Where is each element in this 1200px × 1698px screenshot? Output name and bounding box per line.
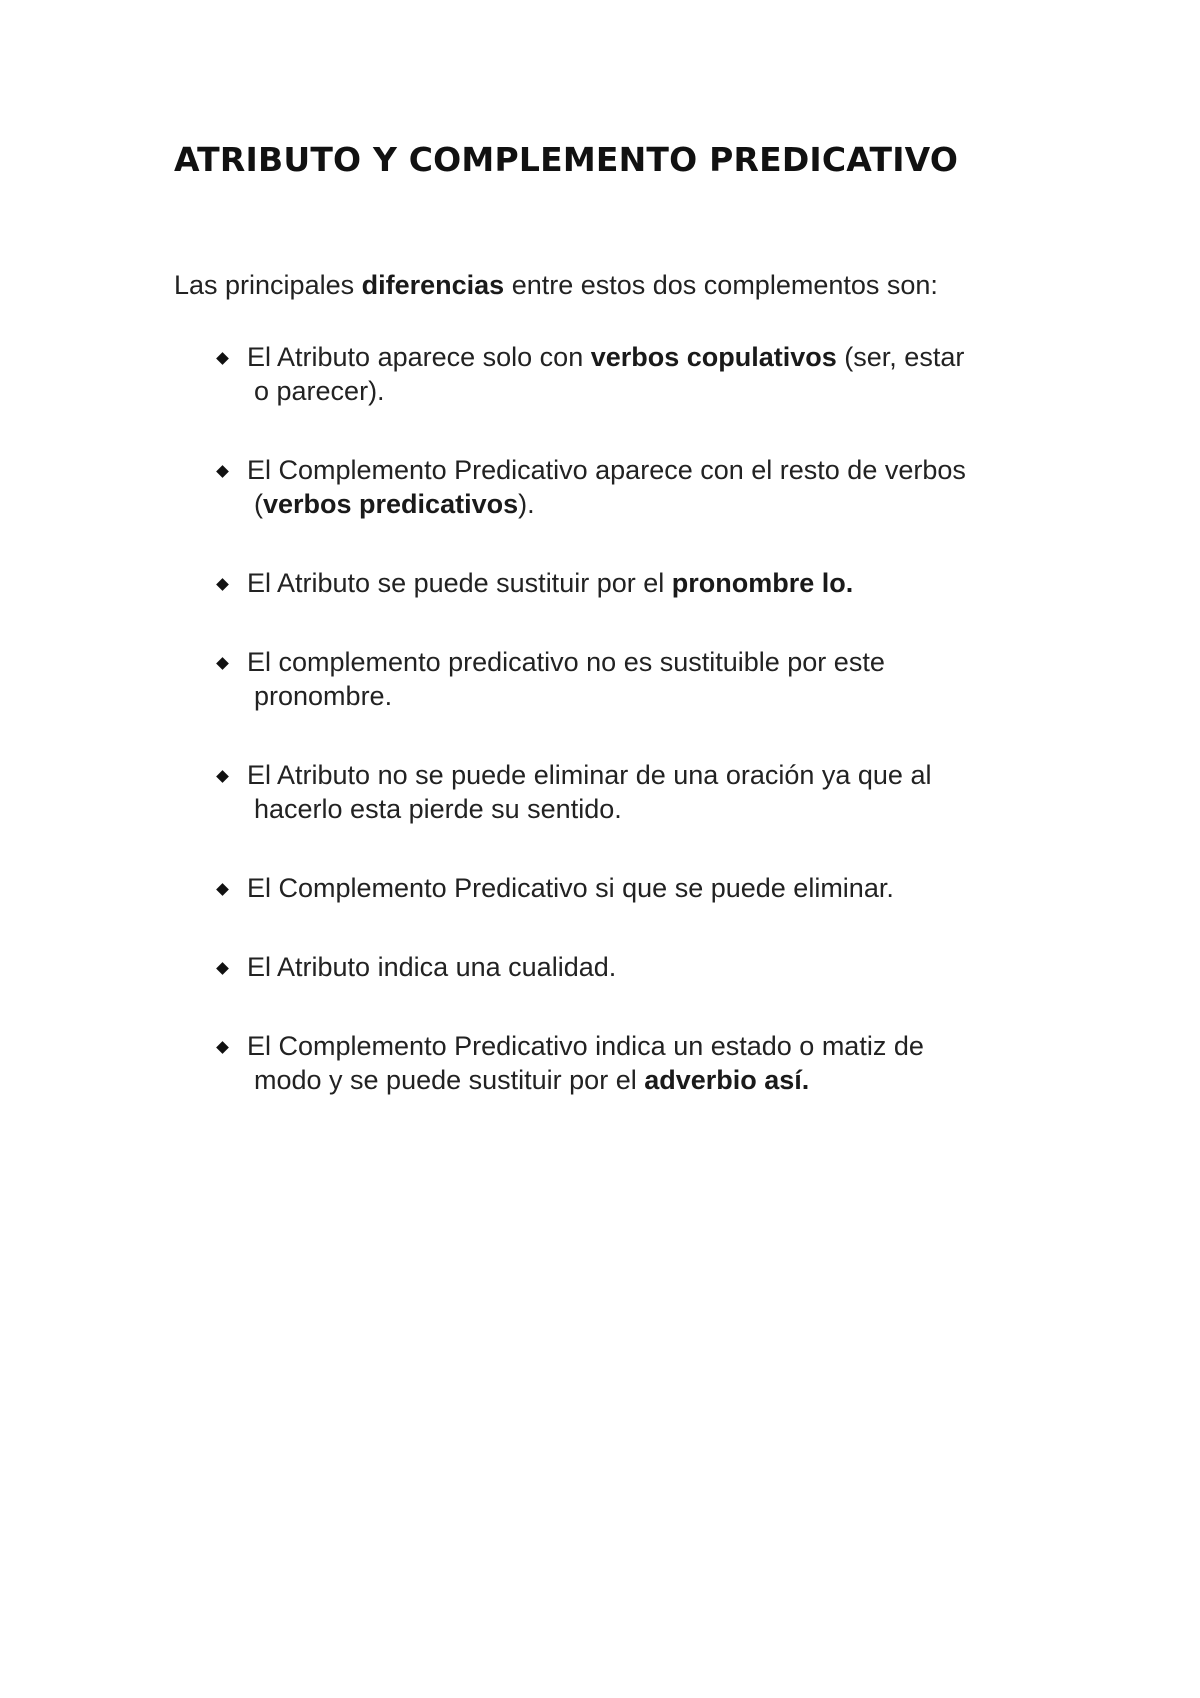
item-text-line2: hacerlo esta pierde su sentido. xyxy=(254,794,622,824)
item-bold-term: verbos copulativos xyxy=(590,342,837,372)
item-text-part: modo y se puede sustituir por el xyxy=(254,1065,645,1095)
list-item-text xyxy=(247,758,1047,826)
item-text-part: ( xyxy=(254,489,263,519)
item-text-part: ). xyxy=(518,489,535,519)
intro-text-end: entre estos dos complementos son: xyxy=(504,270,938,300)
item-text-part: El Complemento Predicativo indica un estado o matiz de xyxy=(247,1031,924,1061)
item-text-part: (ser, estar xyxy=(836,342,965,372)
list-item-text xyxy=(247,566,1047,600)
bullet-icon xyxy=(216,1041,229,1054)
bullet-icon xyxy=(216,962,229,975)
list-item-text xyxy=(247,340,1047,408)
list-item-text xyxy=(247,645,1047,713)
item-text-line2 xyxy=(247,1063,1047,1097)
item-text-line2 xyxy=(247,487,1047,521)
item-text-part: El Atributo aparece solo con xyxy=(247,342,591,372)
item-text-part: El Complemento Predicativo si que se puede eliminar. xyxy=(247,873,894,903)
item-text-line2: pronombre. xyxy=(254,681,393,711)
item-bold-term: adverbio así. xyxy=(644,1065,810,1095)
bullet-icon xyxy=(216,770,229,783)
item-text-part: El complemento predicativo no es sustituible por este xyxy=(247,647,885,677)
item-bold-term: pronombre lo. xyxy=(671,568,854,598)
list-item-text xyxy=(247,1029,1047,1097)
item-text-part: El Atributo se puede sustituir por el xyxy=(247,568,672,598)
item-bold-term: verbos predicativos xyxy=(263,489,519,519)
list-item-text xyxy=(247,950,1047,984)
intro-text: Las principales xyxy=(174,270,362,300)
document-title: ATRIBUTO Y COMPLEMENTO PREDICATIVO xyxy=(174,140,959,179)
bullet-icon xyxy=(216,352,229,365)
bullet-icon xyxy=(216,578,229,591)
item-text-part: El Complemento Predicativo aparece con el resto de verbos xyxy=(247,455,966,485)
bullet-icon xyxy=(216,465,229,478)
item-text-part: El Atributo indica una cualidad. xyxy=(247,952,617,982)
list-item-text xyxy=(247,453,1047,521)
list-item-text xyxy=(247,871,1047,905)
item-text-part: El Atributo no se puede eliminar de una oración ya que al xyxy=(247,760,932,790)
item-text-line2: o parecer). xyxy=(254,376,385,406)
bullet-icon xyxy=(216,883,229,896)
intro-bold-term: diferencias xyxy=(361,270,505,300)
intro-paragraph xyxy=(174,268,938,302)
bullet-icon xyxy=(216,657,229,670)
